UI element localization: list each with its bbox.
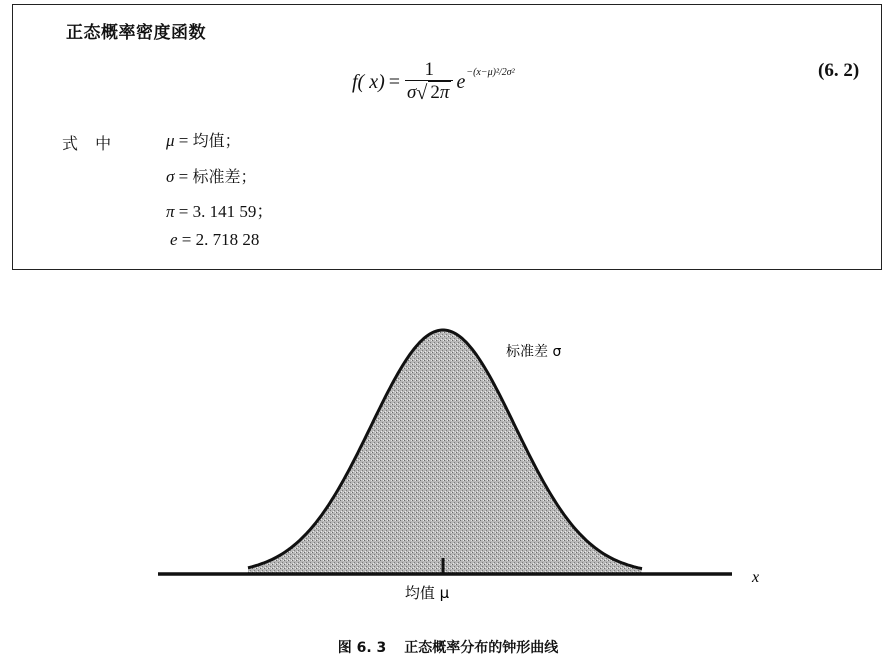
definition-e	[170, 230, 259, 250]
equation-number: (6. 2)	[818, 60, 860, 81]
def-meaning: 2. 718 28	[195, 230, 260, 249]
def-symbol: σ	[166, 167, 175, 186]
box-title: 正态概率密度函数	[66, 23, 206, 43]
formula-base-e: e	[456, 70, 466, 93]
def-meaning: 标准差；	[192, 167, 257, 186]
definition-sigma	[166, 164, 257, 187]
sqrt-body	[428, 81, 451, 104]
figure-caption	[0, 637, 896, 657]
radical-sign: √	[416, 81, 428, 104]
formula-fraction	[405, 60, 453, 104]
definition-mu	[166, 128, 241, 151]
normal-pdf-formula	[352, 60, 515, 104]
def-equals: =	[174, 131, 193, 150]
formula-equals: =	[388, 70, 401, 93]
def-symbol: μ	[166, 131, 175, 150]
sigma-label: 标准差 σ	[506, 344, 562, 360]
formula-denominator	[405, 81, 453, 104]
def-symbol: π	[166, 202, 175, 221]
caption-text: 正态概率分布的钟形曲线	[404, 640, 559, 656]
den-pi: π	[439, 82, 450, 104]
formula-exponent: −(x−μ)²/2σ²	[466, 66, 515, 78]
formula-box	[12, 4, 882, 270]
x-axis-label: x	[752, 569, 760, 586]
def-equals: =	[177, 230, 196, 249]
def-symbol: e	[170, 230, 178, 249]
den-two: 2	[430, 82, 440, 104]
def-meaning: 3. 141 59；	[192, 202, 274, 221]
def-meaning: 均值；	[192, 131, 241, 150]
bell-curve-chart	[0, 270, 896, 630]
definition-pi	[166, 197, 273, 222]
def-equals: =	[174, 167, 193, 186]
def-equals: =	[174, 202, 193, 221]
figure-number: 图 6. 3	[337, 640, 387, 656]
where-label: 式 中	[62, 134, 118, 153]
den-sigma: σ	[407, 81, 417, 103]
formula-numerator: 1	[424, 59, 434, 80]
formula-lhs: f( x)	[352, 70, 385, 93]
mean-label: 均值 μ	[404, 584, 450, 602]
